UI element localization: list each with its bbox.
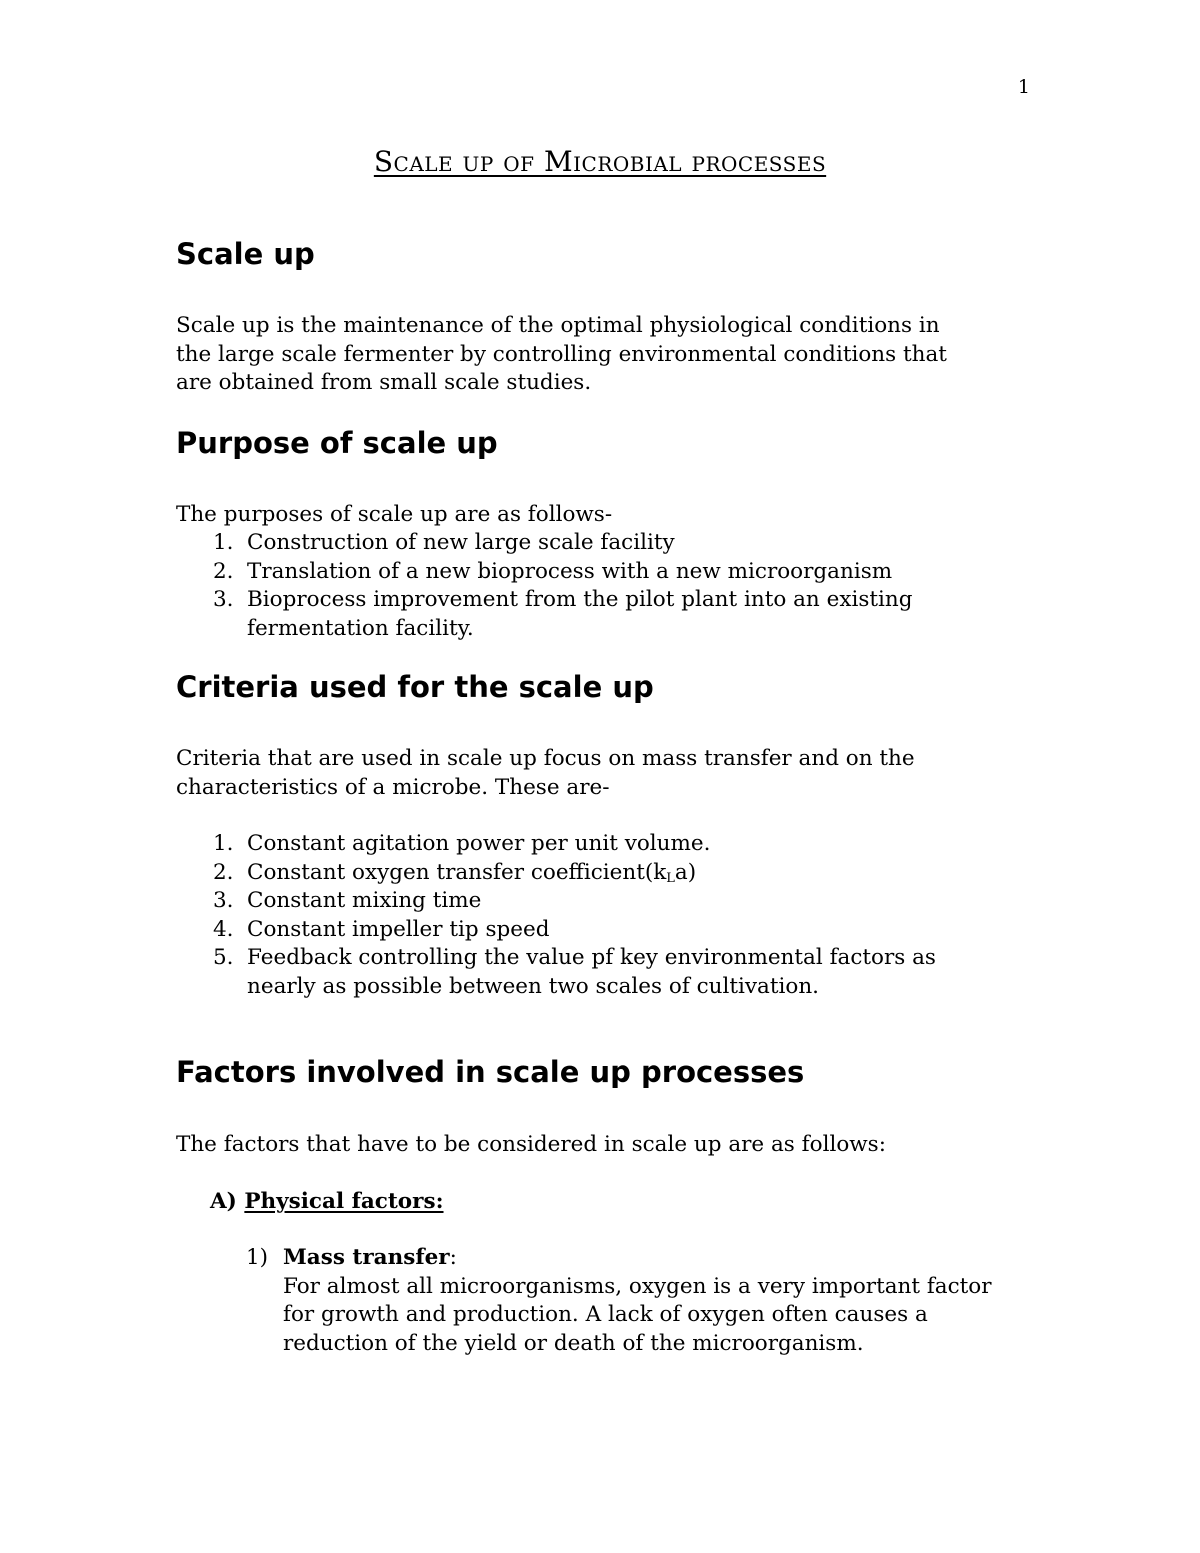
subscript-l: L xyxy=(666,870,675,886)
factors-intro: The factors that have to be considered in scale up are as follows: xyxy=(176,1132,886,1157)
item-number: 1) xyxy=(246,1245,269,1270)
paragraph-line: characteristics of a microbe. These are- xyxy=(176,774,610,800)
item-title-line xyxy=(283,1244,992,1273)
item-title-colon: : xyxy=(449,1245,457,1270)
paragraph-line: the large scale fermenter by controlling environmental conditions that xyxy=(176,341,947,367)
document-title: Scale up of Microbial processes xyxy=(373,145,827,178)
criteria-list xyxy=(176,830,936,1001)
page-number: 1 xyxy=(1017,76,1030,98)
list-item-text: Feedback controlling the value pf key environmental factors as xyxy=(247,945,936,970)
section-heading-purpose: Purpose of scale up xyxy=(176,426,498,460)
list-number: 1. xyxy=(213,530,234,555)
list-number: 3. xyxy=(213,888,234,913)
list-item-text xyxy=(247,859,936,888)
item-text-line: For almost all microorganisms, oxygen is a very important factor xyxy=(283,1273,992,1299)
list-item xyxy=(176,586,913,643)
mass-transfer-item xyxy=(246,1244,992,1358)
list-item-text: Construction of new large scale facility xyxy=(247,530,675,555)
subsection-heading-physical-factors xyxy=(210,1189,444,1214)
list-item-text: nearly as possible between two scales of cultivation. xyxy=(247,973,820,999)
section-heading-factors: Factors involved in scale up processes xyxy=(176,1055,805,1089)
item-text-line: reduction of the yield or death of the microorganism. xyxy=(283,1330,864,1356)
subsection-label: A) xyxy=(210,1189,237,1214)
list-number: 3. xyxy=(213,587,234,612)
list-item-text: Constant agitation power per unit volume. xyxy=(247,831,711,856)
list-number: 4. xyxy=(213,916,234,942)
list-item-text: Constant impeller tip speed xyxy=(247,916,550,942)
section-heading-criteria: Criteria used for the scale up xyxy=(176,670,654,704)
list-number: 2. xyxy=(213,859,234,885)
list-item xyxy=(176,558,913,587)
list-item xyxy=(176,944,936,1001)
list-item-text: Bioprocess improvement from the pilot plant into an existing xyxy=(247,587,913,612)
list-item-text: Translation of a new bioprocess with a new microorganism xyxy=(247,558,893,584)
list-item-text: fermentation facility. xyxy=(247,615,474,641)
purpose-intro: The purposes of scale up are as follows- xyxy=(176,502,613,527)
list-item xyxy=(176,859,936,888)
paragraph-line: are obtained from small scale studies. xyxy=(176,370,592,395)
purpose-list xyxy=(176,529,913,643)
paragraph-line: Scale up is the maintenance of the optimal physiological conditions in xyxy=(176,313,940,338)
item-text-line: for growth and production. A lack of oxygen often causes a xyxy=(283,1302,928,1327)
list-number: 2. xyxy=(213,558,234,584)
list-item-text-part: Constant oxygen transfer coefficient(k xyxy=(247,859,667,885)
item-body xyxy=(283,1244,992,1358)
list-item xyxy=(176,830,936,859)
criteria-intro xyxy=(176,745,915,802)
list-item xyxy=(176,887,936,916)
list-item-text: Constant mixing time xyxy=(247,888,482,913)
scale-up-paragraph xyxy=(176,312,947,398)
list-item xyxy=(176,916,936,945)
section-heading-scale-up: Scale up xyxy=(176,237,315,271)
list-item xyxy=(176,529,913,558)
paragraph-line: Criteria that are used in scale up focus on mass transfer and on the xyxy=(176,746,915,771)
item-title: Mass transfer xyxy=(283,1245,450,1270)
list-number: 5. xyxy=(213,945,234,970)
list-number: 1. xyxy=(213,831,234,856)
subsection-title: Physical factors: xyxy=(244,1189,444,1214)
list-item-text-part: a) xyxy=(674,859,697,885)
